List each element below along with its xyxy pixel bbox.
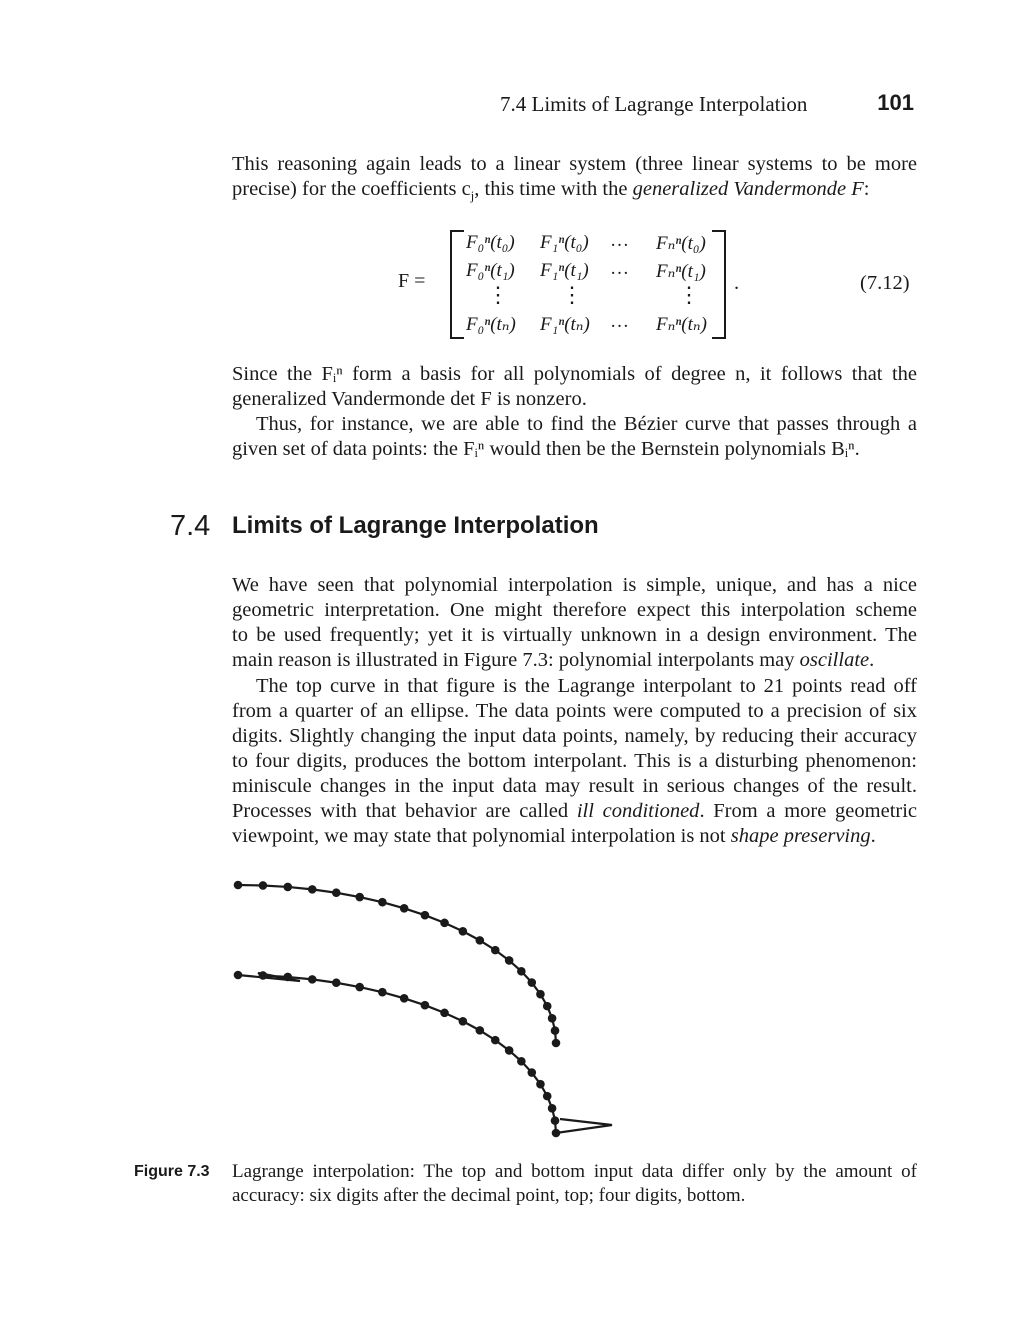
term-oscillate: oscillate (799, 649, 870, 671)
equation-period: . (734, 272, 740, 294)
term-ill-conditioned: ill conditioned (576, 800, 700, 822)
figure-caption (232, 1160, 917, 1208)
section-title: Limits of Lagrange Interpolation (232, 512, 599, 539)
top-curve-data-point (527, 978, 536, 987)
bottom-curve-data-point (505, 1046, 514, 1055)
subscript-j: j (470, 188, 475, 204)
para2-line1: Since the Fᵢⁿ form a basis for all polynomials of degree n, it follows that the (232, 363, 917, 385)
running-head-title: 7.4 Limits of Lagrange Interpolation (500, 92, 808, 116)
top-curve-data-point (400, 904, 409, 913)
top-curve-data-point (551, 1026, 560, 1035)
bottom-curve-data-point (308, 975, 317, 984)
matrix-cell: Fₙⁿ(tₙ) (656, 314, 707, 335)
bottom-curve-data-point (476, 1026, 485, 1035)
equation-lhs: F = (398, 270, 426, 292)
matrix-cell: Fₙⁿ(t₁) (656, 261, 706, 282)
bottom-curve-data-point (459, 1017, 468, 1026)
matrix-cell: F₀ⁿ(tₙ) (466, 314, 516, 335)
matrix-vdots: ⋮ (487, 282, 509, 307)
para3-line2: given set of data points: the Fᵢⁿ would then be the Bernstein polynomials Bᵢⁿ. (232, 438, 860, 460)
para4-line3: to be used frequently; yet it is virtually unknown in a design environment. The (232, 624, 917, 646)
matrix-cell: F₁ⁿ(tₙ) (540, 314, 590, 335)
bottom-curve-data-point (283, 973, 292, 982)
para2-line2: generalized Vandermonde det F is nonzero. (232, 388, 587, 410)
para1-line1: This reasoning again leads to a linear system (three linear systems to be more (232, 153, 917, 175)
bottom-curve-data-point (421, 1001, 430, 1010)
bottom-curve-data-point (517, 1057, 526, 1066)
para5-line4: to four digits, produces the bottom interpolant. This is a disturbing phenomenon: (232, 750, 917, 772)
para5-line6: Processes with that behavior are called ill conditioned. From a more geometric (232, 800, 918, 822)
term-shape-preserving: shape preserving (730, 825, 871, 847)
para5-line5: miniscule changes in the input data may result in serious changes of the result. (232, 775, 917, 797)
top-curve-data-point (259, 881, 268, 890)
para4-line1: We have seen that polynomial interpolation is simple, unique, and has a nice (232, 574, 917, 596)
para5-line2: from a quarter of an ellipse. The data points were computed to a precision of six (232, 700, 917, 722)
top-curve-data-point (536, 990, 545, 999)
bottom-curve-data-point (332, 978, 341, 987)
bottom-curve-data-point (491, 1036, 500, 1045)
top-curve-data-point (308, 885, 317, 894)
section-number: 7.4 (170, 510, 211, 542)
bottom-curve-data-point (378, 988, 387, 997)
top-curve-data-point (283, 883, 292, 892)
para3-line1: Thus, for instance, we are able to find the Bézier curve that passes through a (256, 413, 917, 435)
para4-line2: geometric interpretation. One might therefore expect this interpolation scheme (232, 599, 917, 621)
equation-number: (7.12) (860, 272, 910, 294)
top-curve-data-point (459, 927, 468, 936)
bottom-curve-data-point (543, 1092, 552, 1101)
top-curve-data-point (548, 1014, 557, 1023)
matrix-cell: Fₙⁿ(t₀) (656, 233, 706, 254)
bottom-curve-data-point (400, 994, 409, 1003)
para4-line4: main reason is illustrated in Figure 7.3: polynomial interpolants may oscillate. (232, 649, 875, 671)
top-curve-data-point (234, 881, 243, 890)
bottom-curve-data-point (355, 983, 364, 992)
para5-line3: digits. Slightly changing the input data points, namely, by reducing their accuracy (232, 725, 917, 747)
para5-line7: viewpoint, we may state that polynomial interpolation is not shape preserving. (232, 825, 876, 847)
top-curve-data-point (440, 919, 449, 928)
matrix-cell: F₀ⁿ(t₀) (466, 232, 515, 253)
matrix-ellipsis: … (610, 230, 631, 251)
bottom-curve-data-point (548, 1104, 557, 1113)
caption-line2: accuracy: six digits after the decimal point, top; four digits, bottom. (232, 1185, 746, 1206)
bottom-curve-data-point (440, 1009, 449, 1018)
bottom-curve-data-point (259, 971, 268, 980)
matrix-ellipsis: … (610, 258, 631, 279)
top-curve-data-point (476, 936, 485, 945)
matrix-cell: F₀ⁿ(t₁) (466, 260, 515, 281)
top-curve-data-point (517, 967, 526, 976)
top-curve-data-point (552, 1039, 561, 1048)
matrix-ellipsis: … (610, 311, 631, 332)
figure-label: Figure 7.3 (134, 1163, 210, 1180)
top-curve-data-point (378, 898, 387, 907)
bottom-curve-data-point (552, 1129, 561, 1138)
bottom-curve-data-point (551, 1116, 560, 1125)
matrix-vdots: ⋮ (561, 282, 583, 307)
bottom-curve-data-point (234, 971, 243, 980)
bottom-curve-data-point (536, 1080, 545, 1089)
matrix-cell: F₁ⁿ(t₀) (540, 232, 589, 253)
page-number: 101 (877, 90, 914, 115)
top-curve-data-point (505, 956, 514, 965)
top-curve-data-point (355, 893, 364, 902)
top-curve-data-point (421, 911, 430, 920)
caption-line1: Lagrange interpolation: The top and bottom input data differ only by the amount of (232, 1161, 917, 1182)
para5-line1: The top curve in that figure is the Lagrange interpolant to 21 points read off (256, 675, 917, 697)
matrix-cell: F₁ⁿ(t₁) (540, 260, 589, 281)
top-curve-data-point (332, 888, 341, 897)
matrix-vdots: ⋮ (678, 282, 700, 307)
term-generalized-vandermonde: generalized Vandermonde F (632, 178, 864, 200)
top-curve-data-point (491, 946, 500, 955)
para1-line2: precise) for the coefficients $c_j$, this time with the generalized Vandermonde F: (232, 178, 870, 204)
top-curve-data-point (543, 1002, 552, 1011)
bottom-curve-data-point (527, 1068, 536, 1077)
